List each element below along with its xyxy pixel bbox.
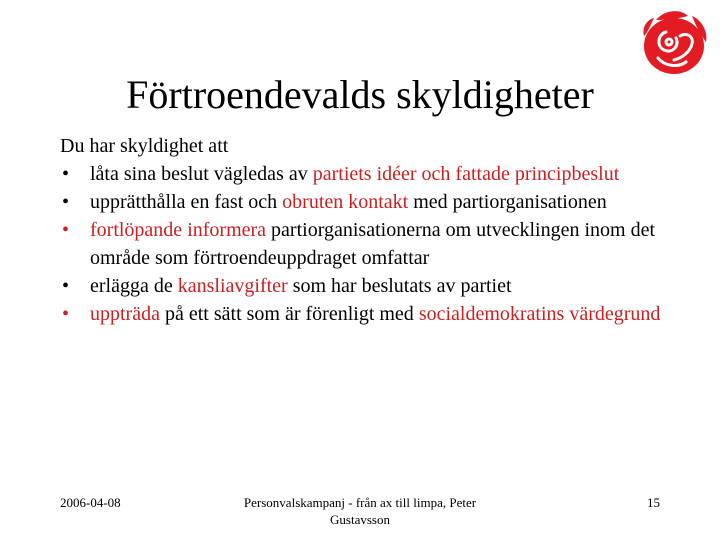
highlighted-text: kansliavgifter [177, 275, 288, 297]
footer-presentation-title: Personvalskampanj - från ax till limpa, Peter Gustavsson [243, 495, 477, 527]
highlighted-text: fortlöpande informera [90, 219, 267, 241]
bullet-item [60, 188, 680, 216]
bullet-text: med partiorganisationen [408, 191, 607, 213]
slide-title: Förtroendevalds skyldigheter [126, 72, 594, 117]
bullet-marker: • [62, 303, 70, 325]
bullet-item [60, 272, 680, 300]
bullet-list [60, 160, 680, 328]
bullet-text: partiorganisationerna om utvecklingen inom det område som förtroendeuppdraget omfattar [90, 219, 656, 269]
highlighted-text: uppträda [90, 303, 160, 325]
footer-date: 2006-04-08 [60, 495, 121, 510]
footer-page-number: 15 [647, 495, 660, 510]
bullet-text: som har beslutats av partiet [287, 275, 512, 297]
bullet-marker: • [62, 275, 70, 297]
bullet-item [60, 160, 680, 188]
bullet-marker: • [62, 163, 70, 185]
bullet-item [60, 300, 680, 328]
bullet-marker: • [62, 219, 70, 241]
bullet-item [60, 216, 680, 272]
bullet-text: på ett sätt som är förenligt med [159, 303, 419, 325]
highlighted-text: socialdemokratins värdegrund [418, 303, 661, 325]
highlighted-text: partiets idéer och fattade principbeslut [312, 163, 620, 185]
bullet-text: erlägga de [90, 275, 178, 297]
bullet-text: låta sina beslut vägledas av [90, 163, 313, 185]
bullet-marker: • [62, 191, 70, 213]
slide-body [60, 132, 680, 328]
bullet-text: upprätthålla en fast och [90, 191, 283, 213]
highlighted-text: obruten kontakt [282, 191, 409, 213]
lead-text: Du har skyldighet att [60, 135, 229, 157]
